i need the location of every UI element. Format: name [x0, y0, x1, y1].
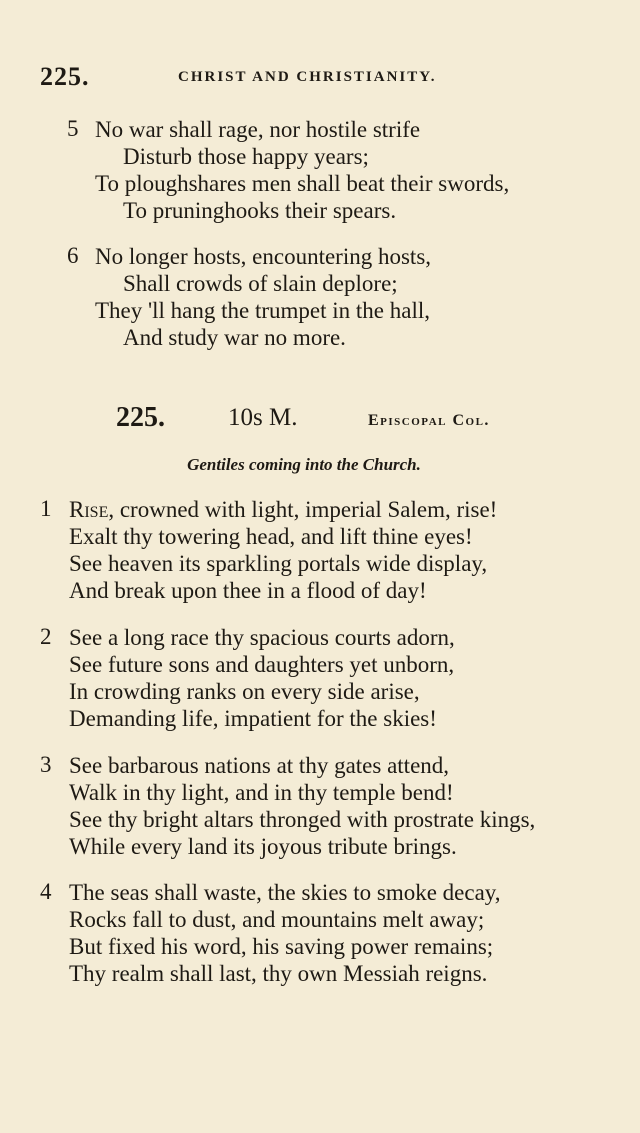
verse-line: See thy bright altars thronged with prostrate kings, — [69, 807, 536, 832]
verse-line: Walk in thy light, and in thy temple bend! — [69, 780, 454, 805]
verse-line: Rocks fall to dust, and mountains melt away; — [69, 907, 485, 932]
page-number: 225. — [40, 62, 90, 91]
verse-line: But fixed his word, his saving power remains; — [69, 934, 494, 959]
verse-line: They 'll hang the trumpet in the hall, — [95, 298, 431, 323]
hymn-heading — [0, 402, 640, 442]
verse-line: Exalt thy towering head, and lift thine eyes! — [69, 524, 473, 549]
hymn-source: Episcopal Col. — [368, 412, 490, 429]
verse-line — [69, 496, 497, 523]
stanza-number: 3 — [40, 752, 52, 777]
stanza-number: 1 — [40, 496, 52, 521]
verse-line: The seas shall waste, the skies to smoke decay, — [69, 880, 501, 905]
stanza-number: 6 — [67, 243, 79, 268]
drop-word: Rise, — [69, 497, 115, 522]
verse-line: To pruninghooks their spears. — [123, 198, 397, 223]
verse-line: See future sons and daughters yet unborn, — [69, 652, 455, 677]
hymn-meter: 10s M. — [228, 404, 298, 431]
verse-line: Thy realm shall last, thy own Messiah reigns. — [69, 961, 488, 986]
verse-line: While every land its joyous tribute brings. — [69, 834, 457, 859]
stanza-number: 2 — [40, 624, 52, 649]
verse-line: And break upon thee in a flood of day! — [69, 578, 427, 603]
running-header — [40, 62, 600, 94]
verse-line: In crowding ranks on every side arise, — [69, 679, 420, 704]
hymn-subtitle: Gentiles coming into the Church. — [187, 455, 421, 474]
verse-line: To ploughshares men shall beat their swords, — [95, 171, 510, 196]
verse-line: See barbarous nations at thy gates attend, — [69, 753, 450, 778]
verse-line: Shall crowds of slain deplore; — [123, 271, 398, 296]
verse-line: No longer hosts, encountering hosts, — [95, 244, 432, 269]
stanza-number: 4 — [40, 879, 52, 904]
stanza-number: 5 — [67, 116, 79, 141]
verse-line: Demanding life, impatient for the skies! — [69, 706, 437, 731]
verse-line: Disturb those happy years; — [123, 144, 369, 169]
section-title: CHRIST AND CHRISTIANITY. — [178, 69, 437, 85]
first-line-rest: crowned with light, imperial Salem, rise! — [114, 497, 498, 522]
verse-line: No war shall rage, nor hostile strife — [95, 117, 421, 142]
verse-line: See a long race thy spacious courts adorn, — [69, 625, 455, 650]
hymn-number: 225. — [116, 402, 165, 433]
verse-line: And study war no more. — [123, 325, 346, 350]
verse-line: See heaven its sparkling portals wide display, — [69, 551, 488, 576]
